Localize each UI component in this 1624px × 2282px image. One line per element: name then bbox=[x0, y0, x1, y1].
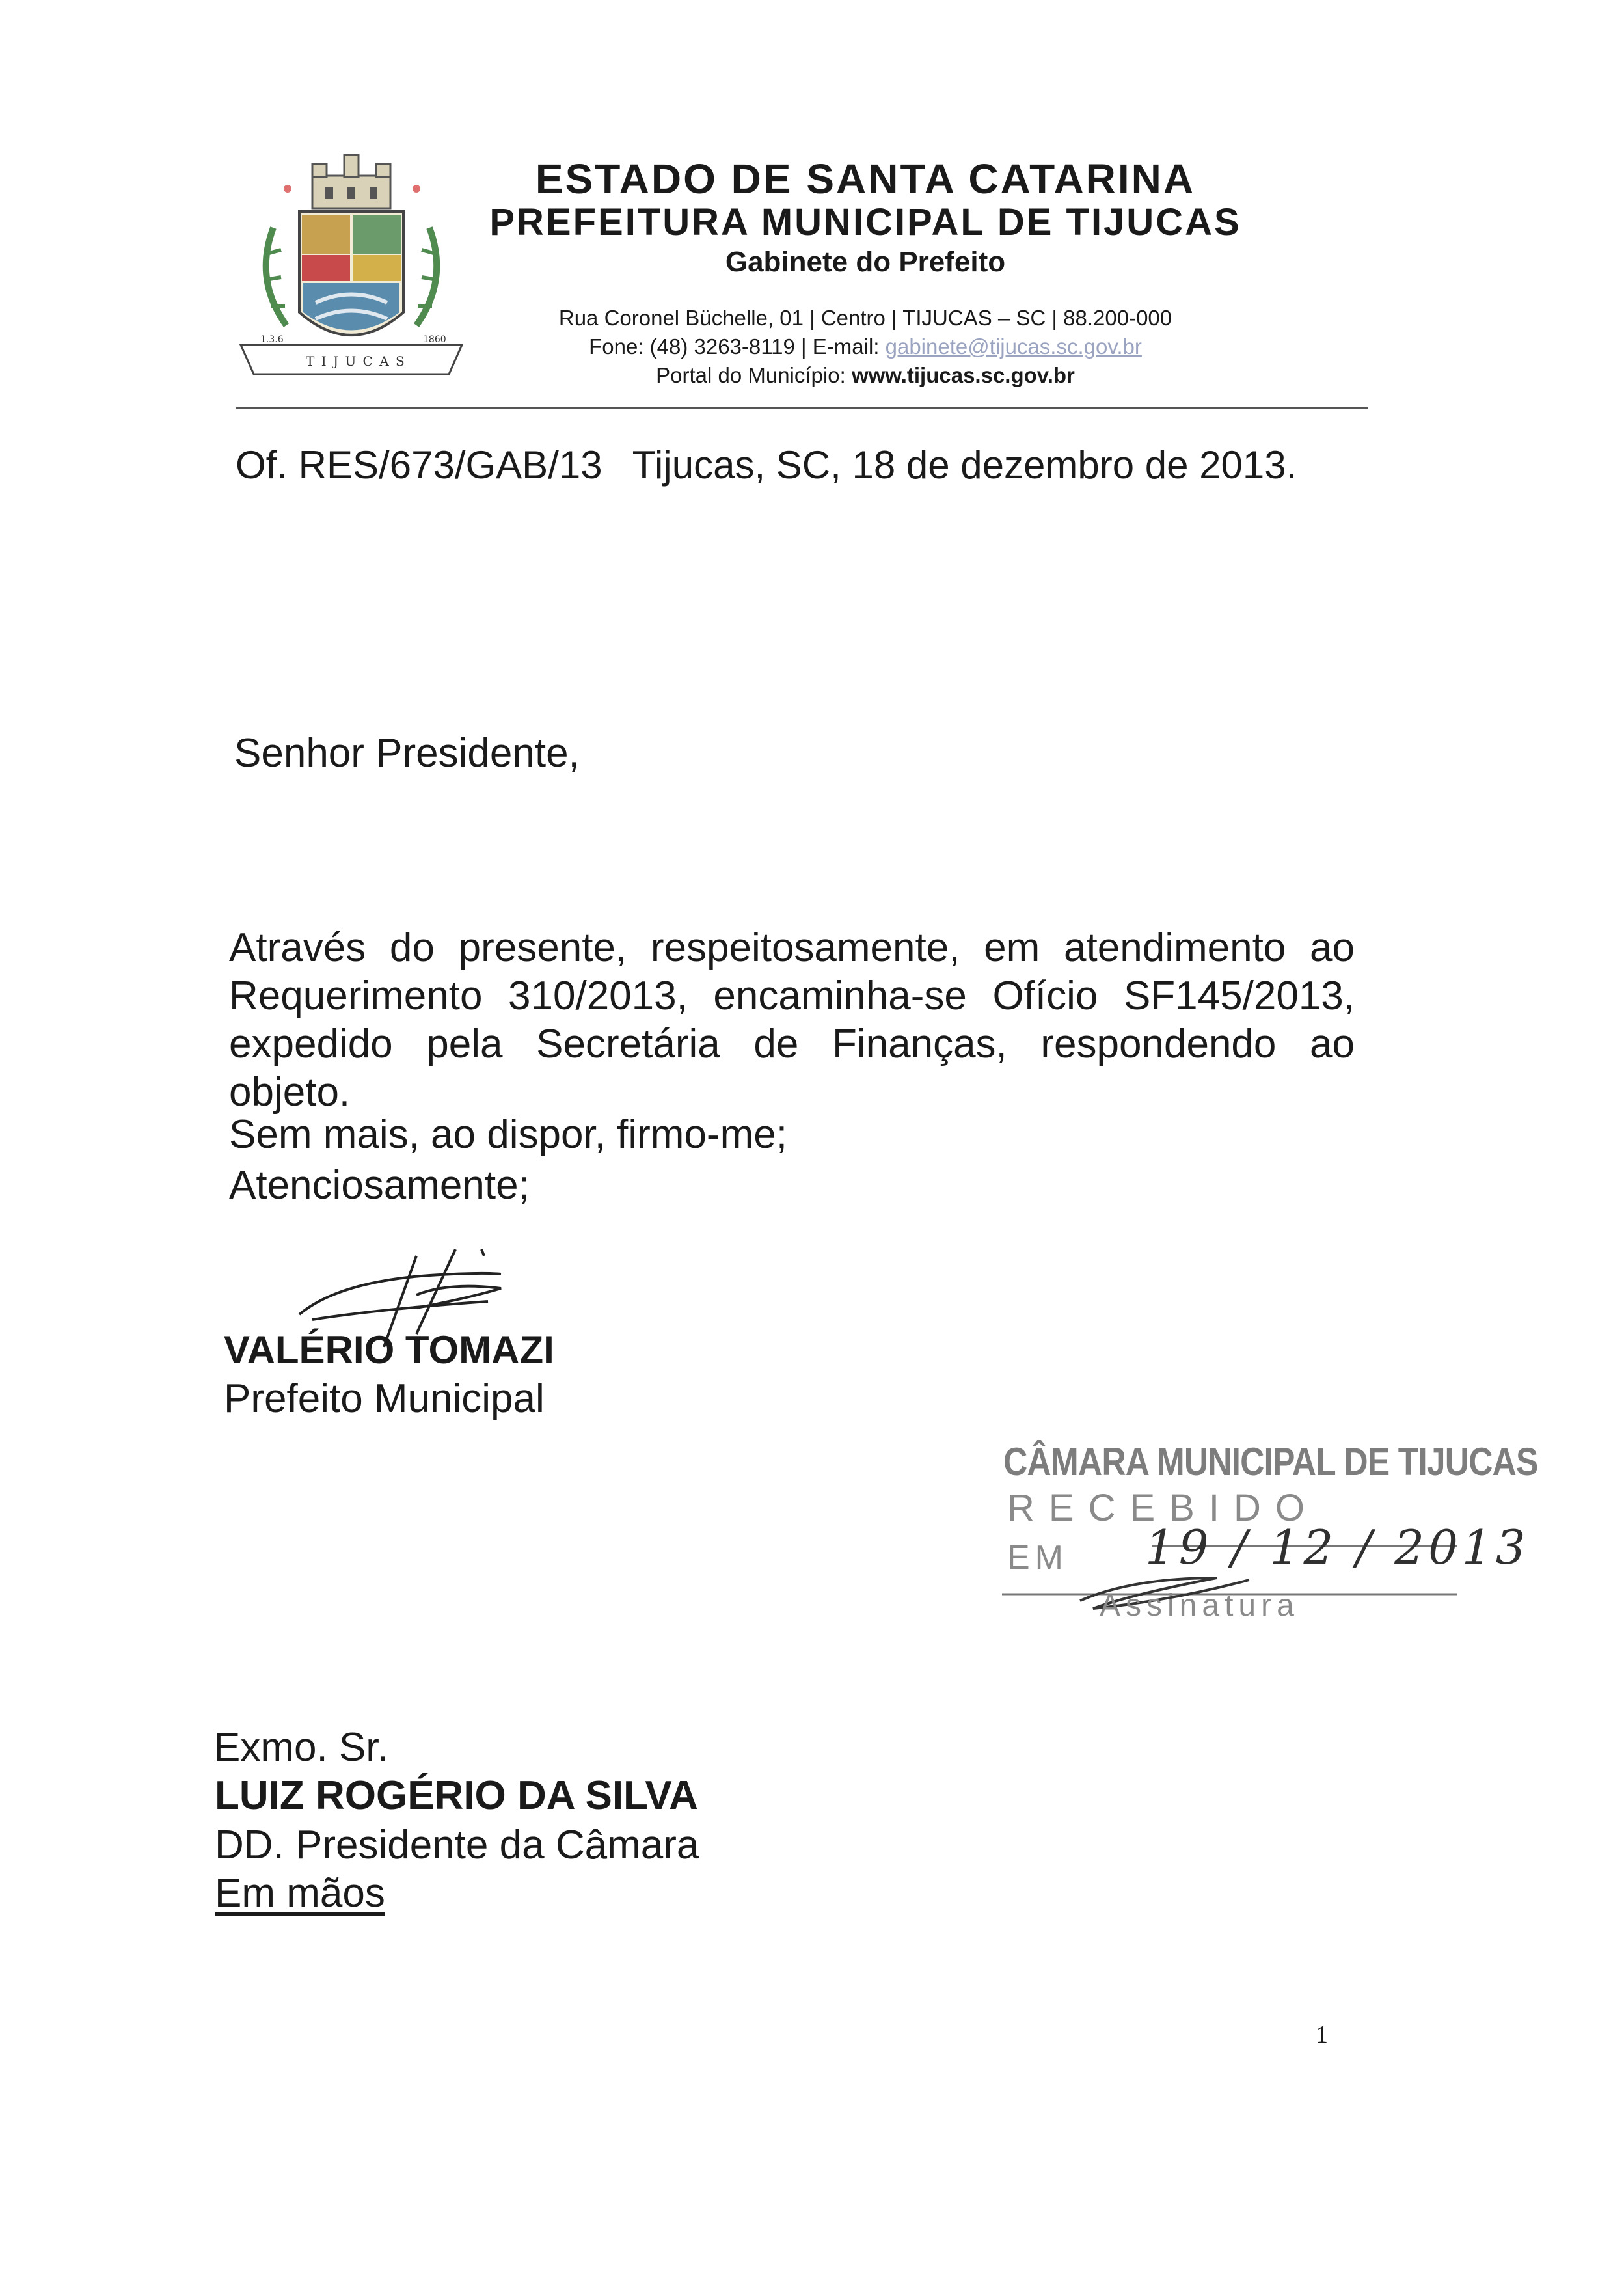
stamp-received: RECEBIDO bbox=[1007, 1487, 1319, 1529]
header-phone-line bbox=[416, 334, 1314, 359]
reference-place-date: Tijucas, SC, 18 de dezembro de 2013. bbox=[632, 443, 1297, 487]
addressee-role: DD. Presidente da Câmara bbox=[215, 1823, 699, 1868]
header-state: ESTADO DE SANTA CATARINA bbox=[535, 156, 1196, 202]
page-number: 1 bbox=[1316, 2021, 1328, 2048]
body-line: expedido pela Secretária de Finanças, respondendo ao bbox=[229, 1022, 1355, 1066]
header-address: Rua Coronel Büchelle, 01 | Centro | TIJUCAS – SC | 88.200-000 bbox=[558, 306, 1172, 330]
crest-left-text: 1.3.6 bbox=[260, 334, 284, 345]
header-email-link[interactable]: gabinete@tijucas.sc.gov.br bbox=[885, 334, 1142, 359]
body-line: Através do presente, respeitosamente, em atendimento ao bbox=[229, 925, 1355, 970]
header-portal-line bbox=[416, 363, 1314, 388]
crest-ribbon-text: T I J U C A S bbox=[306, 353, 406, 369]
stamp-date: 19 / 12 / 2013 bbox=[1145, 1520, 1530, 1575]
signer-title: Prefeito Municipal bbox=[224, 1376, 545, 1421]
crest-right-text: 1860 bbox=[423, 334, 446, 345]
body-line: objeto. bbox=[229, 1070, 351, 1115]
stamp-signature-label: Assinatura bbox=[1100, 1588, 1299, 1623]
header-portal-label: Portal do Município: bbox=[656, 363, 852, 387]
header-divider bbox=[236, 407, 1368, 409]
signer-name: VALÉRIO TOMAZI bbox=[224, 1328, 554, 1372]
header-office: Gabinete do Prefeito bbox=[725, 246, 1006, 278]
addressee-name: LUIZ ROGÉRIO DA SILVA bbox=[215, 1773, 698, 1818]
reference-line bbox=[236, 442, 1297, 487]
reference-number: Of. RES/673/GAB/13 bbox=[236, 443, 602, 487]
stamp-em: EM bbox=[1007, 1539, 1068, 1577]
closing-line: Sem mais, ao dispor, firmo-me; bbox=[229, 1112, 787, 1157]
salutation: Senhor Presidente, bbox=[234, 731, 580, 776]
closing-regards: Atenciosamente; bbox=[229, 1163, 530, 1208]
header-phone: Fone: (48) 3263-8119 | E-mail: bbox=[589, 334, 886, 359]
stamp-title: CÂMARA MUNICIPAL DE TIJUCAS bbox=[1003, 1440, 1538, 1484]
body-paragraph bbox=[229, 924, 1355, 1117]
body-line: Requerimento 310/2013, encaminha-se Ofício SF145/2013, bbox=[229, 973, 1355, 1018]
header-prefecture: PREFEITURA MUNICIPAL DE TIJUCAS bbox=[489, 201, 1241, 243]
addressee-delivery: Em mãos bbox=[215, 1871, 385, 1916]
header-portal-url[interactable]: www.tijucas.sc.gov.br bbox=[851, 363, 1075, 387]
addressee-salutation: Exmo. Sr. bbox=[213, 1725, 388, 1770]
